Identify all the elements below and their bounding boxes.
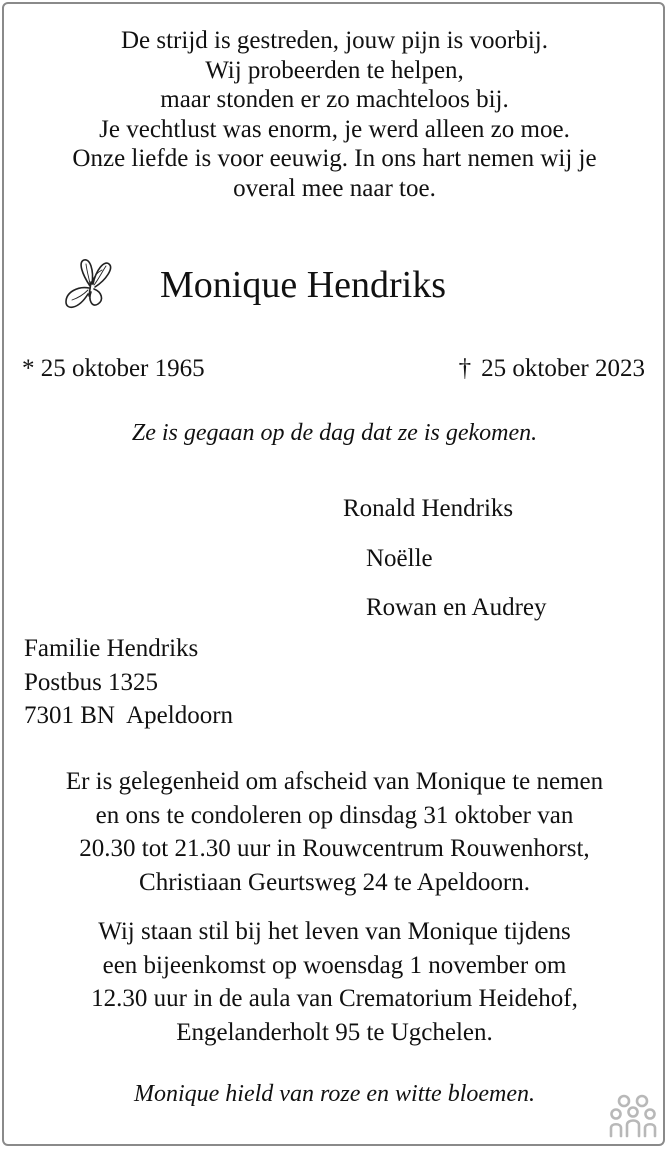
ceremony-paragraph: [0, 915, 669, 1049]
farewell-line: Er is gelegenheid om afscheid van Monique te nemen: [65, 768, 604, 795]
poem-line: Onze liefde is voor eeuwig. In ons hart nemen wij je: [72, 145, 597, 172]
butterfly-icon: [60, 256, 114, 312]
name-row: [0, 250, 669, 320]
deceased-name: Monique Hendriks: [160, 264, 447, 306]
farewell-line: Christiaan Geurtsweg 24 te Apeldoorn.: [139, 868, 530, 896]
poem: [0, 26, 669, 203]
birth-date: 25 oktober 1965: [40, 355, 205, 382]
child-name: Rowan en Audrey: [366, 594, 547, 621]
poem-line: Wij probeerden te helpen,: [205, 56, 464, 84]
ceremony-line: 12.30 uur in de aula van Crematorium Heidehof,: [91, 985, 578, 1012]
birth-date-block: [22, 355, 205, 383]
death-date-block: [459, 355, 645, 383]
address-line: Postbus 1325: [24, 668, 159, 696]
address-line: Familie Hendriks: [24, 635, 199, 662]
address-line: 7301 BN Apeldoorn: [24, 702, 234, 729]
farewell-line: 20.30 tot 21.30 uur in Rouwcentrum Rouwenhorst,: [79, 835, 590, 862]
motto: Ze is gegaan op de dag dat ze is gekomen.: [131, 420, 538, 446]
dates-row: [22, 355, 645, 387]
ceremony-line: een bijeenkomst op woensdag 1 november om: [102, 951, 567, 979]
poem-line: Je vechtlust was enorm, je werd alleen zo moe.: [99, 115, 570, 143]
birth-symbol: *: [22, 355, 35, 382]
spouse-name: Ronald Hendriks: [343, 495, 514, 522]
poem-line: overal mee naar toe.: [233, 174, 436, 202]
ceremony-line: Wij staan stil bij het leven van Monique tijdens: [98, 918, 571, 945]
child-name: Noëlle: [366, 544, 433, 572]
people-logo-icon: [608, 1092, 658, 1138]
farewell-paragraph: [0, 765, 669, 899]
closing-note: Monique hield van roze en witte bloemen.: [133, 1081, 535, 1107]
family-list: [343, 484, 547, 633]
farewell-line: en ons te condoleren op dinsdag 31 oktober van: [95, 801, 574, 829]
death-cross-icon: †: [458, 355, 472, 382]
poem-line: maar stonden er zo machteloos bij.: [160, 86, 509, 113]
poem-line: De strijd is gestreden, jouw pijn is voorbij.: [120, 27, 549, 54]
death-date: 25 oktober 2023: [481, 355, 645, 382]
ceremony-line: Engelanderholt 95 te Ugchelen.: [176, 1018, 493, 1046]
correspondence-address: [24, 632, 233, 733]
